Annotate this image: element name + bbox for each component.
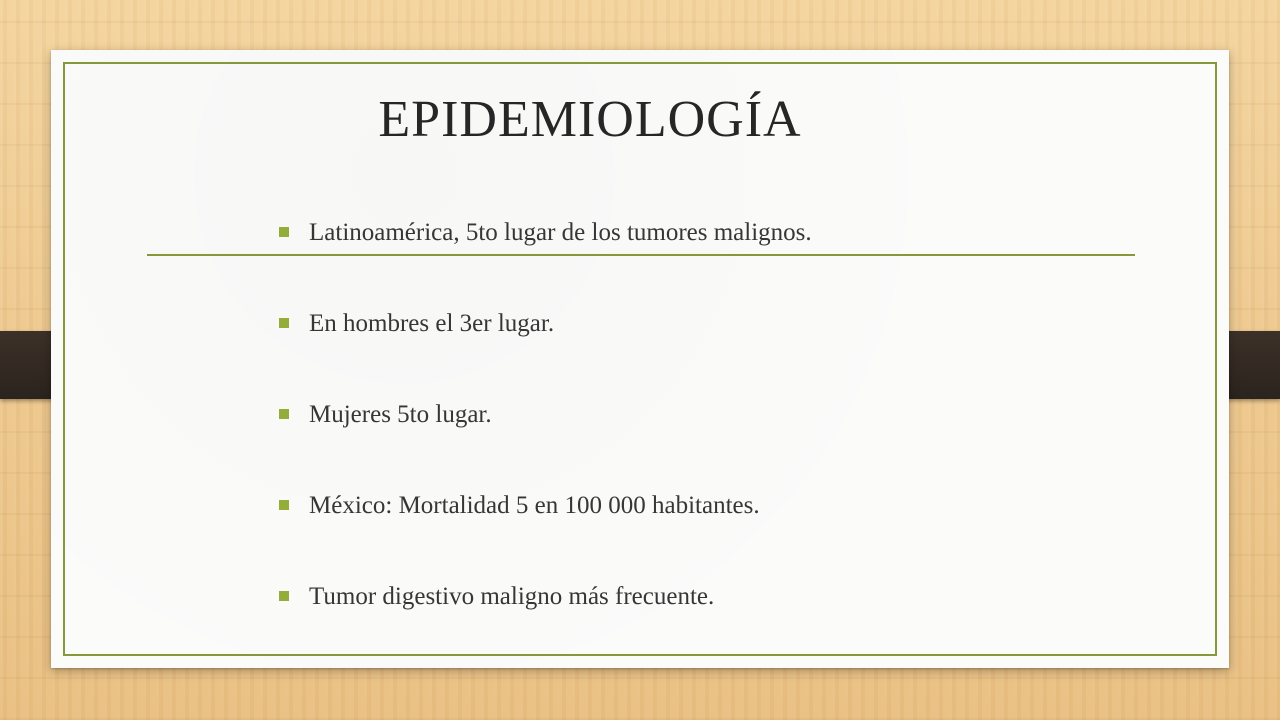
bullet-list [279,218,812,673]
square-bullet-icon [279,500,289,510]
bullet-item [279,309,812,400]
square-bullet-icon [279,591,289,601]
square-bullet-icon [279,318,289,328]
bullet-item [279,491,812,582]
bullet-text: Tumor digestivo maligno más frecuente. [309,583,715,610]
bullet-item [279,218,812,309]
slide-paper [51,50,1229,668]
bullet-item [279,400,812,491]
bullet-text: Mujeres 5to lugar. [309,401,492,428]
bullet-item [279,582,812,673]
bullet-text: México: Mortalidad 5 en 100 000 habitantes. [309,492,760,519]
slide-title [51,89,1229,151]
square-bullet-icon [279,409,289,419]
bullet-text: Latinoamérica, 5to lugar de los tumores malignos. [309,219,812,246]
bullet-text: En hombres el 3er lugar. [309,310,555,337]
square-bullet-icon [279,227,289,237]
slide-title-text: EPIDEMIOLOGÍA [378,91,802,148]
